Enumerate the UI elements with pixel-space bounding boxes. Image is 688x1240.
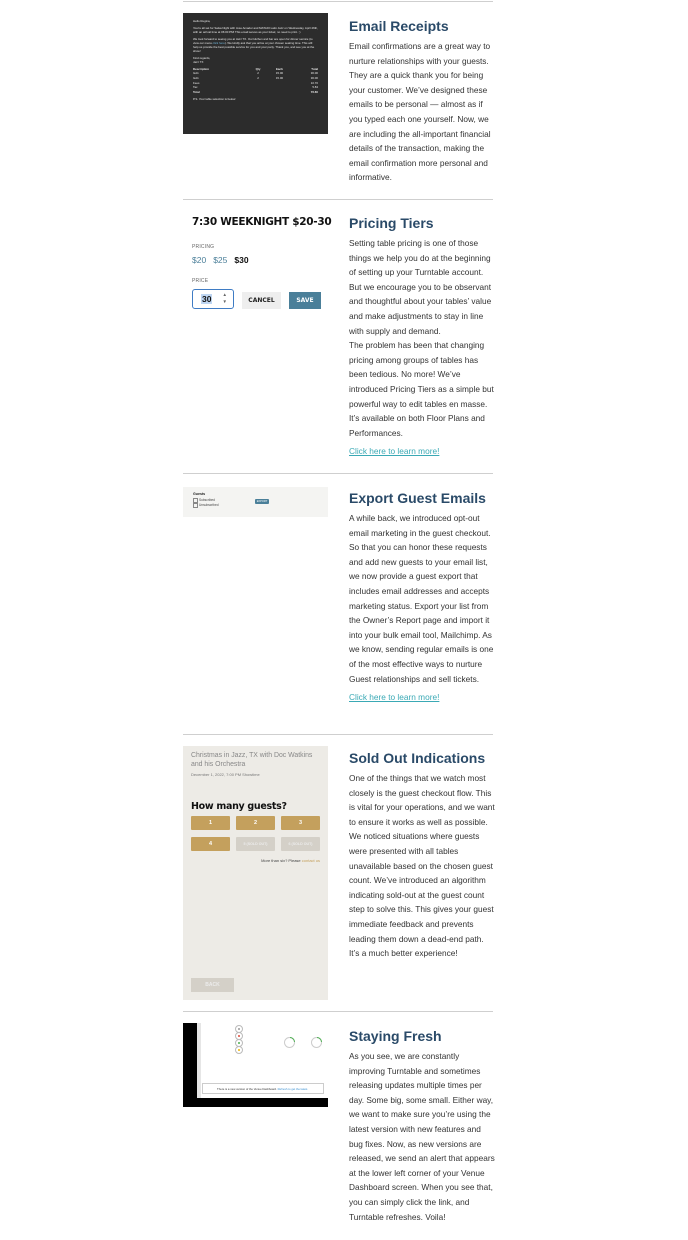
learn-more-link[interactable]: Click here to learn more! bbox=[349, 446, 440, 457]
col-header: Each bbox=[275, 66, 283, 71]
dashboard-screen bbox=[197, 1023, 328, 1098]
guest-count-question: How many guests? bbox=[191, 801, 287, 812]
section-divider bbox=[183, 199, 493, 200]
pricing-options bbox=[192, 255, 256, 265]
receipt-paragraph: We look forward to seeing you at Jazz TX. Our kitchen and bar are open for dinner service (to view our menu click here). We kindly ask that you arrive at your chosen seating time. This will help us provide the best possible service for you and your party. Thank you, and see you at the show! bbox=[193, 36, 315, 54]
section-title: Export Guest Emails bbox=[349, 490, 486, 506]
receipt-ps: P.S. Your table selection is below: bbox=[193, 97, 237, 102]
table-row: Tax 5.84 bbox=[193, 85, 318, 90]
contact-link[interactable]: contact us bbox=[301, 858, 320, 863]
pricing-tier-screenshot bbox=[183, 206, 332, 326]
checkbox-icon bbox=[193, 503, 198, 508]
price-label: PRICE bbox=[192, 278, 209, 284]
section-divider bbox=[183, 1011, 493, 1012]
guest-count-4-button[interactable]: 4 bbox=[191, 837, 230, 851]
email-receipts-text bbox=[349, 17, 495, 185]
receipt-signoff: Kind regards, Jazz TX bbox=[193, 55, 211, 65]
export-guests-screenshot bbox=[183, 487, 328, 517]
guest-count-6-sold-out: 6 (SOLD OUT) bbox=[281, 837, 320, 851]
more-guests-note: More than six? Please contact us bbox=[261, 858, 320, 863]
receipt-greeting: Hello Regina, bbox=[193, 19, 211, 23]
event-date: December 1, 2022, 7:00 PM Showtime bbox=[191, 772, 260, 777]
back-button[interactable]: BACK bbox=[191, 978, 234, 992]
export-button[interactable]: EXPORT bbox=[256, 500, 268, 503]
section-divider bbox=[183, 473, 493, 474]
section-body: As you see, we are constantly improving Turntable and sometimes releasing updates multiple times per day. Some big, some small. Either way, we want to make sure you’re using the latest version with new features and bug fixes. Now, as new versions are released, we send an alert that appears at the lower left corner of your Venue Dashboard screen. When you see that, you can simply click the link, and Turntable refreshes. Voila! bbox=[349, 1051, 495, 1222]
price-stepper[interactable] bbox=[192, 289, 234, 309]
table-row: GA1 2 15.00 30.00 bbox=[193, 71, 318, 76]
pricing-label: PRICING bbox=[192, 244, 215, 250]
table-ring-icon bbox=[284, 1037, 295, 1048]
section-title: Sold Out Indications bbox=[349, 750, 486, 766]
table-row: GA1 2 15.00 30.00 bbox=[193, 76, 318, 81]
guest-count-1-button[interactable]: 1 bbox=[191, 816, 230, 830]
sold-out-text bbox=[349, 749, 495, 961]
receipt-table bbox=[193, 67, 318, 95]
unsubscribed-option[interactable]: Unsubscribed bbox=[193, 503, 219, 508]
event-title: Christmas in Jazz, TX with Doc Watkins and his Orchestra bbox=[191, 752, 313, 768]
price-option-selected[interactable]: $30 bbox=[234, 255, 249, 265]
side-panel bbox=[197, 1023, 201, 1098]
section-body: The problem has been that changing pricing among groups of tables has been tedious. No more! We’ve introduced Pricing Tiers as a simple but powerful way to edit tables en masse. It’s available on both Floor Plans and Performances. bbox=[349, 340, 494, 438]
learn-more-link[interactable]: Click here to learn more! bbox=[349, 692, 440, 703]
checkbox-icon bbox=[193, 498, 198, 503]
tier-title: 7:30 WEEKNIGHT $20-30 bbox=[192, 216, 332, 228]
section-body: Email confirmations are a great way to nurture relationships with your guests. They are a quick thank you for being your customer. We’ve designed these emails to be personal — almost as if you typed each one yourself. Now, we are including the all-important financial details of the transaction, making the email confirmation more personal and informative. bbox=[349, 41, 491, 183]
price-value[interactable]: 30 bbox=[202, 294, 212, 304]
col-header: Qty bbox=[255, 66, 261, 71]
guests-heading: Guests bbox=[193, 492, 206, 496]
staying-fresh-text bbox=[349, 1027, 495, 1224]
section-divider bbox=[183, 734, 493, 735]
subscribed-option[interactable]: Subscribed bbox=[193, 498, 215, 503]
section-body: Setting table pricing is one of those things we help you do at the beginning of setting up your Turntable account. But we encourage you to be observant and thoughtful about your tables’ value and make adjustments to stay in line with supply and demand. bbox=[349, 238, 492, 336]
guest-count-3-button[interactable]: 3 bbox=[281, 816, 320, 830]
section-title: Pricing Tiers bbox=[349, 215, 434, 231]
guest-count-2-button[interactable]: 2 bbox=[236, 816, 275, 830]
receipt-paragraph: You're all set for Salsa Night with Jose Amador and MATAIO Latin Jazz on Wednesday, April 26th, with an arrival time at 06:00 PM! This email serves as your ticket; no need to print. :) bbox=[193, 25, 318, 34]
table-dot-icon bbox=[235, 1046, 243, 1054]
col-header: Total bbox=[311, 66, 318, 71]
section-title: Email Receipts bbox=[349, 18, 449, 34]
staying-fresh-screenshot bbox=[183, 1023, 328, 1107]
sold-out-screenshot bbox=[183, 746, 328, 1000]
section-divider bbox=[183, 1, 493, 2]
refresh-link[interactable]: Refresh to get the latest. bbox=[277, 1087, 309, 1091]
section-title: Staying Fresh bbox=[349, 1028, 442, 1044]
price-option[interactable]: $20 bbox=[192, 255, 207, 265]
menu-link[interactable]: click here bbox=[212, 40, 225, 45]
section-body: One of the things that we watch most closely is the guest checkout flow. This is vital for your operations, and we want to ensure it works as well as possible. We noticed situations where guests were presented with all tables unavailable based on the chosen guest count. We’ve introduced an algorithm indicating sold-out at the guest count step to solve this. This gives your guest immediate feedback and prevents leading them down a dead-end path. It’s a much better experience! bbox=[349, 773, 495, 959]
save-button[interactable]: SAVE bbox=[289, 292, 321, 309]
pricing-tiers-text bbox=[349, 214, 495, 459]
cancel-button[interactable]: CANCEL bbox=[242, 292, 281, 309]
table-row: Fees 10.70 bbox=[193, 80, 318, 85]
price-option[interactable]: $25 bbox=[213, 255, 228, 265]
guest-count-5-sold-out: 5 (SOLD OUT) bbox=[236, 837, 275, 851]
col-header: Description bbox=[193, 66, 209, 71]
export-guest-emails-text bbox=[349, 489, 495, 705]
table-ring-icon bbox=[311, 1037, 322, 1048]
email-receipt-screenshot bbox=[183, 13, 328, 134]
total-row: Total 76.60 bbox=[193, 89, 318, 94]
section-body: A while back, we introduced opt-out email marketing in the guest checkout. So that you can honor these requests and add new guests to your email list, we now provide a guest export that includes email addresses and accepts marketing status. Export your list from the Owner’s Report page and import it into your bulk email tool, Mailchimp. As we know, sending regular emails is one of the most effective ways to nurture Guest relationships and sell tickets. bbox=[349, 513, 494, 684]
stepper-arrows-icon[interactable]: ▲ ▼ bbox=[222, 292, 227, 304]
update-alert: There is a new version of the Venue Dashboard. Refresh to get the latest. bbox=[202, 1083, 324, 1094]
